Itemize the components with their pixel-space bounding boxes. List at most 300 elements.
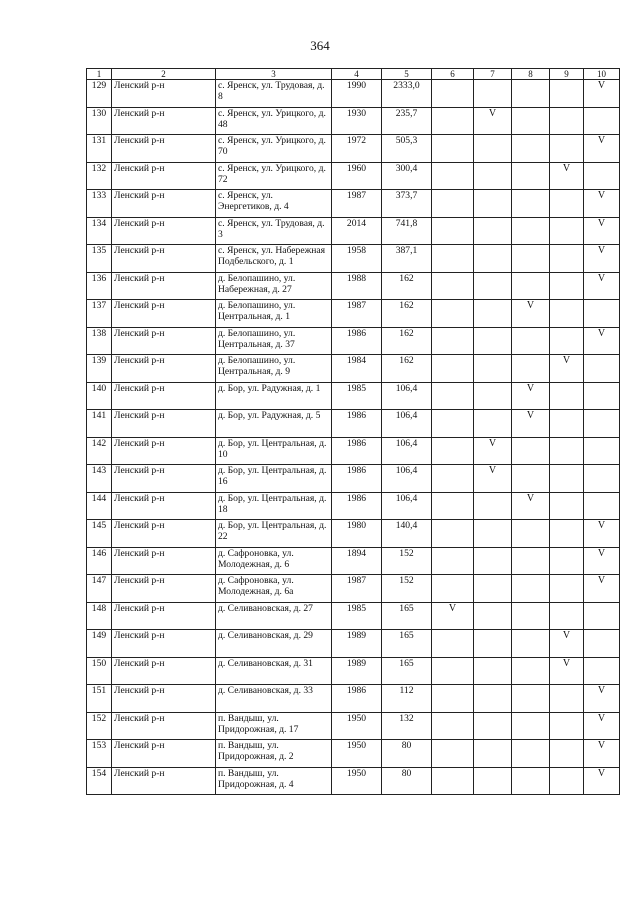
row-number-cell: 144: [87, 492, 112, 520]
row-number-cell: 140: [87, 382, 112, 410]
mark-cell-col-6: [432, 437, 474, 465]
mark-cell-col-10: V: [584, 272, 620, 300]
mark-cell-col-10: V: [584, 685, 620, 713]
table-row: [87, 162, 620, 190]
mark-cell-col-6: [432, 575, 474, 603]
mark-cell-col-9: [550, 135, 584, 163]
area-sqm-cell: 165: [382, 602, 432, 630]
table-row: [87, 547, 620, 575]
mark-cell-col-10: [584, 437, 620, 465]
column-header: 9: [550, 69, 584, 80]
address-cell: д. Сафроновка, ул. Молодежная, д. 6а: [216, 575, 332, 603]
table-row: [87, 712, 620, 740]
table-row: [87, 575, 620, 603]
table-row: [87, 272, 620, 300]
row-number-cell: 134: [87, 217, 112, 245]
mark-cell-col-7: [474, 135, 512, 163]
mark-cell-col-9: V: [550, 630, 584, 658]
mark-cell-col-8: [512, 465, 550, 493]
column-header: 10: [584, 69, 620, 80]
mark-cell-col-6: [432, 162, 474, 190]
year-cell: 2014: [332, 217, 382, 245]
row-number-cell: 130: [87, 107, 112, 135]
mark-cell-col-7: [474, 190, 512, 218]
mark-cell-col-6: [432, 107, 474, 135]
area-sqm-cell: 387,1: [382, 245, 432, 273]
mark-cell-col-8: [512, 355, 550, 383]
row-number-cell: 151: [87, 685, 112, 713]
mark-cell-col-6: [432, 657, 474, 685]
address-cell: с. Яренск, ул. Трудовая, д. 8: [216, 80, 332, 108]
row-number-cell: 153: [87, 740, 112, 768]
address-cell: с. Яренск, ул. Набережная Подбельского, д. 1: [216, 245, 332, 273]
year-cell: 1986: [332, 685, 382, 713]
district-cell: Ленский р-н: [112, 657, 216, 685]
column-header: 1: [87, 69, 112, 80]
address-cell: д. Селивановская, д. 29: [216, 630, 332, 658]
district-cell: Ленский р-н: [112, 575, 216, 603]
year-cell: 1987: [332, 300, 382, 328]
mark-cell-col-10: V: [584, 190, 620, 218]
year-cell: 1986: [332, 437, 382, 465]
area-sqm-cell: 152: [382, 547, 432, 575]
row-number-cell: 145: [87, 520, 112, 548]
mark-cell-col-8: [512, 80, 550, 108]
mark-cell-col-8: [512, 217, 550, 245]
year-cell: 1950: [332, 712, 382, 740]
area-sqm-cell: 165: [382, 657, 432, 685]
mark-cell-col-6: [432, 300, 474, 328]
area-sqm-cell: 106,4: [382, 410, 432, 438]
mark-cell-col-9: [550, 465, 584, 493]
address-cell: с. Яренск, ул. Трудовая, д. 3: [216, 217, 332, 245]
mark-cell-col-8: [512, 767, 550, 795]
mark-cell-col-8: [512, 107, 550, 135]
mark-cell-col-10: V: [584, 245, 620, 273]
row-number-cell: 146: [87, 547, 112, 575]
district-cell: Ленский р-н: [112, 300, 216, 328]
mark-cell-col-8: [512, 162, 550, 190]
area-sqm-cell: 235,7: [382, 107, 432, 135]
mark-cell-col-10: [584, 162, 620, 190]
mark-cell-col-8: [512, 520, 550, 548]
mark-cell-col-10: [584, 602, 620, 630]
table-row: [87, 300, 620, 328]
mark-cell-col-7: [474, 355, 512, 383]
table-row: [87, 685, 620, 713]
mark-cell-col-9: [550, 410, 584, 438]
column-header: 3: [216, 69, 332, 80]
mark-cell-col-9: V: [550, 355, 584, 383]
mark-cell-col-9: [550, 520, 584, 548]
mark-cell-col-8: [512, 575, 550, 603]
mark-cell-col-6: [432, 327, 474, 355]
mark-cell-col-7: [474, 410, 512, 438]
year-cell: 1989: [332, 630, 382, 658]
column-header: 7: [474, 69, 512, 80]
mark-cell-col-7: [474, 382, 512, 410]
area-sqm-cell: 112: [382, 685, 432, 713]
year-cell: 1985: [332, 382, 382, 410]
district-cell: Ленский р-н: [112, 465, 216, 493]
mark-cell-col-7: [474, 575, 512, 603]
area-sqm-cell: 106,4: [382, 492, 432, 520]
mark-cell-col-7: [474, 740, 512, 768]
column-header: 8: [512, 69, 550, 80]
mark-cell-col-6: [432, 492, 474, 520]
area-sqm-cell: 106,4: [382, 465, 432, 493]
mark-cell-col-9: [550, 300, 584, 328]
year-cell: 1988: [332, 272, 382, 300]
row-number-cell: 152: [87, 712, 112, 740]
table-row: [87, 217, 620, 245]
mark-cell-col-7: [474, 602, 512, 630]
table-row: [87, 630, 620, 658]
address-cell: с. Яренск, ул. Энергетиков, д. 4: [216, 190, 332, 218]
mark-cell-col-8: [512, 547, 550, 575]
row-number-cell: 129: [87, 80, 112, 108]
mark-cell-col-10: V: [584, 80, 620, 108]
mark-cell-col-7: [474, 300, 512, 328]
table-row: [87, 410, 620, 438]
mark-cell-col-8: [512, 712, 550, 740]
address-cell: с. Яренск, ул. Урицкого, д. 70: [216, 135, 332, 163]
mark-cell-col-7: [474, 217, 512, 245]
area-sqm-cell: 132: [382, 712, 432, 740]
mark-cell-col-9: [550, 80, 584, 108]
row-number-cell: 138: [87, 327, 112, 355]
mark-cell-col-8: V: [512, 410, 550, 438]
column-header: 2: [112, 69, 216, 80]
address-cell: с. Яренск, ул. Урицкого, д. 72: [216, 162, 332, 190]
address-cell: д. Белопашино, ул. Центральная, д. 9: [216, 355, 332, 383]
year-cell: 1986: [332, 492, 382, 520]
area-sqm-cell: 741,8: [382, 217, 432, 245]
address-cell: с. Яренск, ул. Урицкого, д. 48: [216, 107, 332, 135]
mark-cell-col-9: [550, 602, 584, 630]
address-cell: п. Вандыш, ул. Придорожная, д. 17: [216, 712, 332, 740]
district-cell: Ленский р-н: [112, 602, 216, 630]
mark-cell-col-8: [512, 327, 550, 355]
district-cell: Ленский р-н: [112, 767, 216, 795]
table-row: [87, 437, 620, 465]
mark-cell-col-7: [474, 767, 512, 795]
district-cell: Ленский р-н: [112, 162, 216, 190]
address-cell: д. Бор, ул. Радужная, д. 1: [216, 382, 332, 410]
area-sqm-cell: 152: [382, 575, 432, 603]
mark-cell-col-9: [550, 245, 584, 273]
mark-cell-col-6: [432, 217, 474, 245]
mark-cell-col-7: [474, 630, 512, 658]
mark-cell-col-6: [432, 135, 474, 163]
mark-cell-col-6: [432, 355, 474, 383]
table-body: [87, 80, 620, 795]
district-cell: Ленский р-н: [112, 437, 216, 465]
table-row: [87, 602, 620, 630]
mark-cell-col-7: [474, 547, 512, 575]
mark-cell-col-10: V: [584, 740, 620, 768]
table-row: [87, 492, 620, 520]
mark-cell-col-8: [512, 685, 550, 713]
mark-cell-col-9: V: [550, 657, 584, 685]
mark-cell-col-10: V: [584, 767, 620, 795]
area-sqm-cell: 162: [382, 327, 432, 355]
mark-cell-col-7: [474, 657, 512, 685]
mark-cell-col-9: [550, 767, 584, 795]
mark-cell-col-9: [550, 217, 584, 245]
mark-cell-col-8: [512, 630, 550, 658]
address-cell: д. Бор, ул. Радужная, д. 5: [216, 410, 332, 438]
mark-cell-col-10: [584, 492, 620, 520]
address-cell: д. Селивановская, д. 27: [216, 602, 332, 630]
page-number: 364: [310, 38, 330, 53]
mark-cell-col-10: [584, 657, 620, 685]
mark-cell-col-10: V: [584, 217, 620, 245]
mark-cell-col-10: V: [584, 327, 620, 355]
mark-cell-col-8: V: [512, 492, 550, 520]
mark-cell-col-8: [512, 602, 550, 630]
year-cell: 1980: [332, 520, 382, 548]
row-number-cell: 143: [87, 465, 112, 493]
year-cell: 1950: [332, 740, 382, 768]
mark-cell-col-6: [432, 630, 474, 658]
address-cell: д. Бор, ул. Центральная, д. 16: [216, 465, 332, 493]
row-number-cell: 142: [87, 437, 112, 465]
year-cell: 1986: [332, 465, 382, 493]
district-cell: Ленский р-н: [112, 740, 216, 768]
row-number-cell: 147: [87, 575, 112, 603]
mark-cell-col-9: V: [550, 162, 584, 190]
area-sqm-cell: 106,4: [382, 382, 432, 410]
mark-cell-col-8: [512, 135, 550, 163]
row-number-cell: 136: [87, 272, 112, 300]
district-cell: Ленский р-н: [112, 272, 216, 300]
mark-cell-col-10: V: [584, 712, 620, 740]
mark-cell-col-9: [550, 272, 584, 300]
mark-cell-col-10: [584, 465, 620, 493]
mark-cell-col-6: V: [432, 602, 474, 630]
mark-cell-col-6: [432, 712, 474, 740]
mark-cell-col-6: [432, 245, 474, 273]
mark-cell-col-9: [550, 107, 584, 135]
table-row: [87, 382, 620, 410]
year-cell: 1894: [332, 547, 382, 575]
year-cell: 1984: [332, 355, 382, 383]
area-sqm-cell: 162: [382, 300, 432, 328]
row-number-cell: 148: [87, 602, 112, 630]
year-cell: 1950: [332, 767, 382, 795]
address-cell: п. Вандыш, ул. Придорожная, д. 4: [216, 767, 332, 795]
area-sqm-cell: 140,4: [382, 520, 432, 548]
district-cell: Ленский р-н: [112, 520, 216, 548]
area-sqm-cell: 165: [382, 630, 432, 658]
year-cell: 1986: [332, 410, 382, 438]
year-cell: 1987: [332, 190, 382, 218]
district-cell: Ленский р-н: [112, 135, 216, 163]
address-cell: д. Бор, ул. Центральная, д. 10: [216, 437, 332, 465]
table-row: [87, 465, 620, 493]
year-cell: 1958: [332, 245, 382, 273]
mark-cell-col-6: [432, 740, 474, 768]
mark-cell-col-6: [432, 410, 474, 438]
mark-cell-col-6: [432, 465, 474, 493]
mark-cell-col-9: [550, 190, 584, 218]
district-cell: Ленский р-н: [112, 217, 216, 245]
address-cell: д. Бор, ул. Центральная, д. 18: [216, 492, 332, 520]
district-cell: Ленский р-н: [112, 327, 216, 355]
address-cell: д. Белопашино, ул. Центральная, д. 37: [216, 327, 332, 355]
area-sqm-cell: 162: [382, 272, 432, 300]
area-sqm-cell: 80: [382, 767, 432, 795]
address-cell: д. Сафроновка, ул. Молодежная, д. 6: [216, 547, 332, 575]
mark-cell-col-8: V: [512, 382, 550, 410]
table-row: [87, 135, 620, 163]
area-sqm-cell: 106,4: [382, 437, 432, 465]
area-sqm-cell: 300,4: [382, 162, 432, 190]
mark-cell-col-8: [512, 437, 550, 465]
registry-table: [86, 68, 620, 795]
area-sqm-cell: 373,7: [382, 190, 432, 218]
area-sqm-cell: 80: [382, 740, 432, 768]
address-cell: п. Вандыш, ул. Придорожная, д. 2: [216, 740, 332, 768]
mark-cell-col-8: [512, 245, 550, 273]
mark-cell-col-7: V: [474, 107, 512, 135]
year-cell: 1972: [332, 135, 382, 163]
mark-cell-col-7: [474, 327, 512, 355]
year-cell: 1990: [332, 80, 382, 108]
area-sqm-cell: 162: [382, 355, 432, 383]
mark-cell-col-9: [550, 327, 584, 355]
table-row: [87, 657, 620, 685]
mark-cell-col-7: [474, 80, 512, 108]
table-row: [87, 80, 620, 108]
mark-cell-col-6: [432, 80, 474, 108]
district-cell: Ленский р-н: [112, 80, 216, 108]
mark-cell-col-9: [550, 740, 584, 768]
mark-cell-col-8: [512, 740, 550, 768]
mark-cell-col-7: V: [474, 437, 512, 465]
district-cell: Ленский р-н: [112, 355, 216, 383]
table-row: [87, 190, 620, 218]
mark-cell-col-10: [584, 355, 620, 383]
mark-cell-col-7: [474, 162, 512, 190]
mark-cell-col-10: V: [584, 575, 620, 603]
column-header: 6: [432, 69, 474, 80]
table-row: [87, 740, 620, 768]
row-number-cell: 135: [87, 245, 112, 273]
mark-cell-col-9: [550, 712, 584, 740]
address-cell: д. Белопашино, ул. Набережная, д. 27: [216, 272, 332, 300]
mark-cell-col-6: [432, 547, 474, 575]
year-cell: 1986: [332, 327, 382, 355]
mark-cell-col-8: [512, 657, 550, 685]
mark-cell-col-7: [474, 245, 512, 273]
row-number-cell: 149: [87, 630, 112, 658]
mark-cell-col-7: [474, 272, 512, 300]
mark-cell-col-10: V: [584, 135, 620, 163]
mark-cell-col-9: [550, 685, 584, 713]
row-number-cell: 132: [87, 162, 112, 190]
district-cell: Ленский р-н: [112, 492, 216, 520]
area-sqm-cell: 505,3: [382, 135, 432, 163]
mark-cell-col-10: [584, 410, 620, 438]
table-row: [87, 355, 620, 383]
mark-cell-col-6: [432, 382, 474, 410]
table-row: [87, 520, 620, 548]
district-cell: Ленский р-н: [112, 410, 216, 438]
address-cell: д. Селивановская, д. 33: [216, 685, 332, 713]
mark-cell-col-10: V: [584, 520, 620, 548]
row-number-cell: 154: [87, 767, 112, 795]
mark-cell-col-6: [432, 272, 474, 300]
mark-cell-col-9: [550, 382, 584, 410]
district-cell: Ленский р-н: [112, 382, 216, 410]
mark-cell-col-7: V: [474, 465, 512, 493]
year-cell: 1930: [332, 107, 382, 135]
mark-cell-col-10: [584, 630, 620, 658]
table-row: [87, 245, 620, 273]
table-row: [87, 767, 620, 795]
address-cell: д. Белопашино, ул. Центральная, д. 1: [216, 300, 332, 328]
mark-cell-col-10: V: [584, 547, 620, 575]
district-cell: Ленский р-н: [112, 107, 216, 135]
district-cell: Ленский р-н: [112, 190, 216, 218]
mark-cell-col-7: [474, 492, 512, 520]
address-cell: д. Бор, ул. Центральная, д. 22: [216, 520, 332, 548]
row-number-cell: 141: [87, 410, 112, 438]
district-cell: Ленский р-н: [112, 685, 216, 713]
mark-cell-col-6: [432, 190, 474, 218]
district-cell: Ленский р-н: [112, 547, 216, 575]
row-number-cell: 150: [87, 657, 112, 685]
mark-cell-col-7: [474, 520, 512, 548]
mark-cell-col-6: [432, 520, 474, 548]
district-cell: Ленский р-н: [112, 712, 216, 740]
mark-cell-col-7: [474, 685, 512, 713]
district-cell: Ленский р-н: [112, 245, 216, 273]
header-row: [87, 69, 620, 80]
row-number-cell: 137: [87, 300, 112, 328]
mark-cell-col-10: [584, 300, 620, 328]
mark-cell-col-7: [474, 712, 512, 740]
mark-cell-col-9: [550, 547, 584, 575]
mark-cell-col-6: [432, 685, 474, 713]
mark-cell-col-10: [584, 107, 620, 135]
district-cell: Ленский р-н: [112, 630, 216, 658]
year-cell: 1989: [332, 657, 382, 685]
mark-cell-col-10: [584, 382, 620, 410]
mark-cell-col-9: [550, 492, 584, 520]
mark-cell-col-9: [550, 575, 584, 603]
row-number-cell: 133: [87, 190, 112, 218]
mark-cell-col-6: [432, 767, 474, 795]
address-cell: д. Селивановская, д. 31: [216, 657, 332, 685]
mark-cell-col-8: [512, 190, 550, 218]
row-number-cell: 131: [87, 135, 112, 163]
mark-cell-col-8: V: [512, 300, 550, 328]
row-number-cell: 139: [87, 355, 112, 383]
table-row: [87, 107, 620, 135]
mark-cell-col-9: [550, 437, 584, 465]
year-cell: 1987: [332, 575, 382, 603]
column-header: 5: [382, 69, 432, 80]
year-cell: 1960: [332, 162, 382, 190]
area-sqm-cell: 2333,0: [382, 80, 432, 108]
column-header: 4: [332, 69, 382, 80]
mark-cell-col-8: [512, 272, 550, 300]
table-row: [87, 327, 620, 355]
year-cell: 1985: [332, 602, 382, 630]
